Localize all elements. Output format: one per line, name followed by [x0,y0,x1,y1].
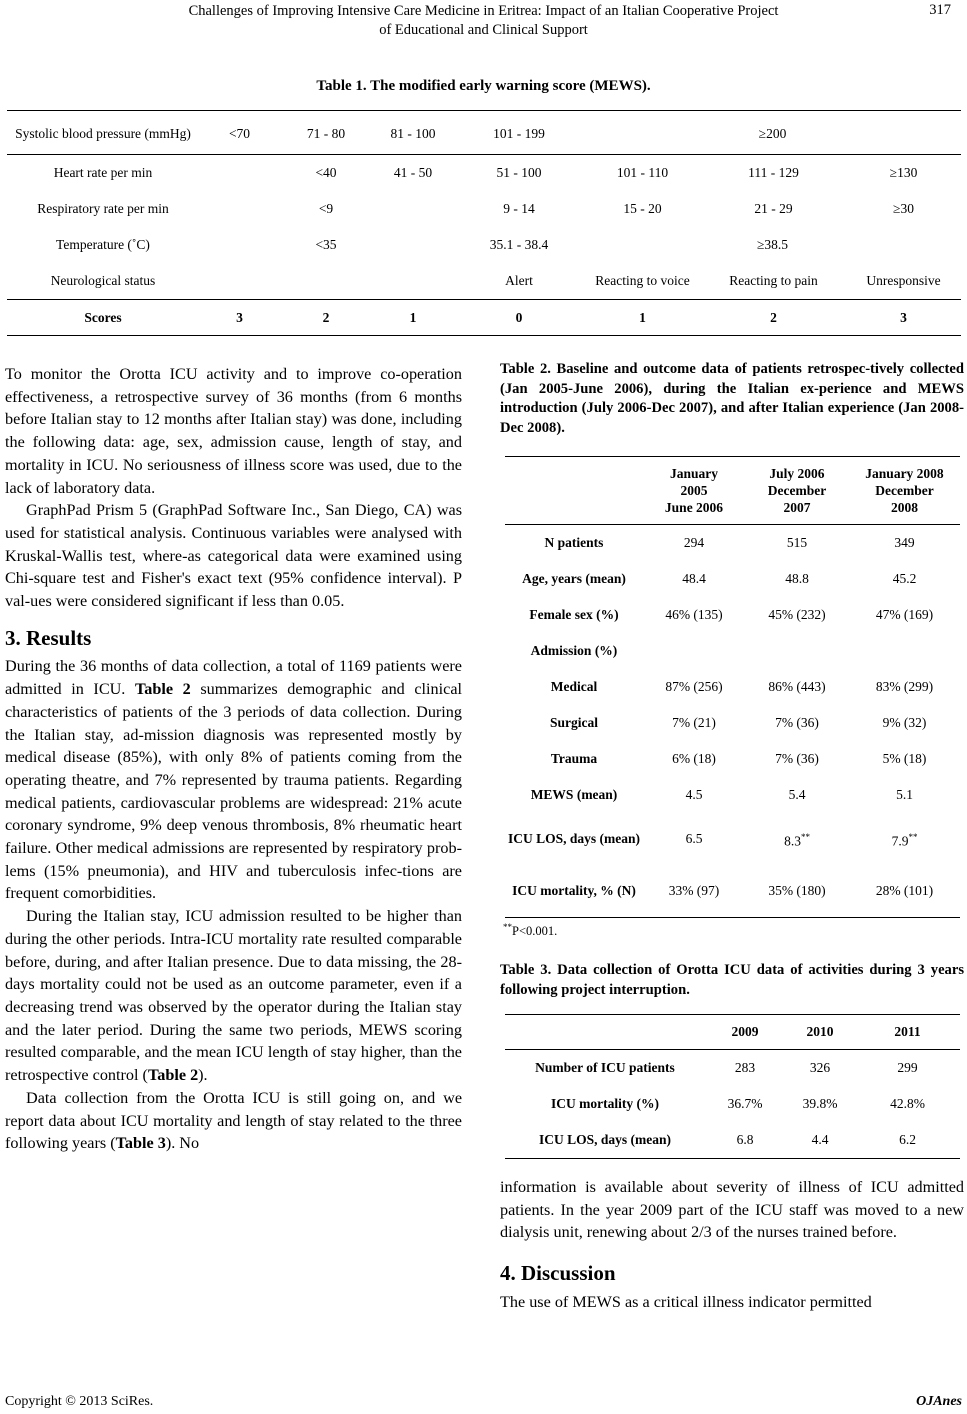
page-number: 317 [929,2,951,18]
paragraph: The use of MEWS as a critical illness indicator permitted [500,1292,872,1311]
table-cell [199,191,280,227]
table-cell [372,263,454,300]
table-cell: 47% (169) [875,607,934,622]
table-cell: <35 [315,237,337,252]
table-cell: 1 [409,309,417,325]
row-label: ICU mortality, % (N) [512,883,636,898]
table-cell [280,263,372,300]
table-cell: ≥38.5 [756,237,789,252]
table-cell: 9 - 14 [503,201,535,216]
left-column [5,363,462,1155]
table-cell: 5.1 [896,787,913,802]
table-cell: Unresponsive [866,273,941,288]
table3 [505,1015,960,1159]
table-cell: 5% (18) [882,751,927,766]
table-cell: 7% (36) [775,751,819,766]
running-title-line2: of Educational and Clinical Support [379,22,588,38]
table-cell [745,633,849,669]
header-cell: 2010 [806,1024,834,1039]
table-cell: 111 - 129 [748,165,799,180]
table-row [505,813,960,865]
row-label: Scores [84,309,122,325]
table-cell [372,227,454,263]
section-heading-results: 3. Results [5,625,92,650]
table-row [7,112,961,155]
table-cell: 42.8% [890,1096,925,1111]
table-cell: ≥200 [758,125,787,141]
table-row [505,633,960,669]
row-label: ICU LOS, days (mean) [538,1132,671,1147]
paragraph [5,1087,462,1155]
table-cell: 4.5 [685,787,703,802]
table-row [505,597,960,633]
table-cell: 515 [786,535,808,550]
row-label: Systolic blood pressure (mmHg) [15,125,191,141]
table-cell: 35% (180) [768,883,826,898]
table-cell: 299 [897,1060,918,1075]
table-cell: 326 [809,1060,831,1075]
table-cell: ≥30 [893,201,914,216]
table1-top-rule [7,110,961,111]
table-row [505,525,960,562]
paragraph [5,655,462,905]
table-cell: 15 - 20 [623,201,662,216]
table-cell: 48.8 [785,571,809,586]
table-cell: 48.4 [682,571,706,586]
row-label: Medical [550,679,598,694]
table-header-row [505,1015,960,1050]
header-cell [505,1015,705,1050]
table-row [505,865,960,918]
table-row [7,300,961,336]
table-cell: 7% (21) [672,715,716,730]
row-label: MEWS (mean) [530,787,618,802]
table-cell: ≥130 [889,165,918,180]
table-cell: 6.5 [685,831,703,846]
table-cell: 283 [734,1060,756,1075]
section-heading-discussion: 4. Discussion [500,1261,616,1286]
table-cell [199,263,280,300]
table2-caption: Table 2. Baseline and outcome data of patients retrospec-tively collected (Jan 2005-June 2006), during the Italian ex-perience and MEWS introduction (July 2006-Dec 2007), and after Italian experience (Jan 2008-Dec 2008). [500,361,964,436]
table-cell: 45% (232) [768,607,826,622]
text-run: During the 36 months of data collection, a total of 1169 patients were admitted in ICU. [5,657,462,699]
table-cell: 35.1 - 38.4 [489,237,549,252]
table3-caption: Table 3. Data collection of Orotta ICU data of activities during 3 years following project interruption. [500,962,964,998]
table-cell: <9 [318,201,334,216]
table-cell: 8.3** [784,831,810,849]
table-cell [199,227,280,263]
header-cell: January 2008 December 2008 [865,466,944,515]
header-cell: January 2005 June 2006 [664,466,724,515]
table-cell [372,191,454,227]
text-run: ). No [165,1134,200,1153]
row-label: N patients [544,535,604,550]
table-cell: Alert [505,273,533,288]
table-header-row [505,457,960,525]
table-cell: 39.8% [802,1096,838,1111]
table-row [7,155,961,192]
table-cell: 7.9** [891,831,918,849]
row-label: ICU LOS, days (mean) [507,831,640,846]
paragraph: GraphPad Prism 5 (GraphPad Software Inc., San Diego, CA) was used for statistical analysis. Continuous variables were analysed with Kruskal-Wallis test, where-as categorical data were examined using Chi-square test and Fisher's exact text (95% confidence interval). P val-ues were considered significant if less than 0.05. [5,501,462,611]
text-run: During the Italian stay, ICU admission resulted to be higher than during the other periods. Intra-ICU mortality rate resulted comparable before, during, and after Italian presence. Due to data missing, the 28-days mortality could not be used as an outcome parameter, even if a decreasing trend was observed by the operator during the Italian stay and the later period. During the same two periods, MEWS scoring resulted comparable, and the mean ICU length of stay higher, than the retrospective control ( [5,907,462,1085]
table-row [505,1122,960,1159]
table-cell: <70 [228,125,251,141]
row-label: Trauma [550,751,598,766]
table-reference: Table 2 [134,680,191,699]
table-cell [643,633,745,669]
text-run: ). [198,1066,208,1085]
table-cell: 3 [236,309,243,325]
row-label: Female sex (%) [529,607,619,622]
table-cell: 6.2 [899,1132,916,1147]
table1-caption: Table 1. The modified early warning score (MEWS). [316,78,651,94]
text-run: Data collection from the Orotta ICU is still going on, and we report data about ICU mortality and length of stay related to the three following years ( [5,1088,462,1153]
table-cell: 46% (135) [665,607,723,622]
table-cell: 51 - 100 [496,165,542,180]
table-cell: 28% (101) [875,883,934,898]
running-title-line1: Challenges of Improving Intensive Care Medicine in Eritrea: Impact of an Italian Cooperative Project [188,3,779,19]
table-cell: 4.4 [811,1132,829,1147]
table-cell: 101 - 199 [493,125,545,141]
header-cell: July 2006 December 2007 [767,466,827,515]
table-reference: Table 3 [115,1134,166,1153]
row-label: Temperature (˚C) [56,237,150,252]
copyright: Copyright © 2013 SciRes. [5,1394,154,1409]
table-cell: 6.8 [736,1132,754,1147]
table-cell: 81 - 100 [390,125,436,141]
table2 [505,457,960,918]
table-row [7,191,961,227]
table-cell [849,633,960,669]
table-cell: 71 - 80 [306,125,346,141]
paragraph [5,905,462,1087]
row-label: ICU mortality (%) [551,1096,659,1111]
table-cell: Reacting to pain [729,273,818,288]
table-cell: 6% (18) [672,751,716,766]
table-cell: <40 [315,165,337,180]
table-row [505,741,960,777]
table-cell: 2 [770,309,777,325]
table-cell: 41 - 50 [393,165,433,180]
paragraph: To monitor the Orotta ICU activity and to improve co-operation effectiveness, a retrospective survey of 36 months (from 6 months before Italian stay to 12 months after Italian stay) was done, including the following data: age, sex, admission cause, length of stay, and mortality in ICU. No seriousness of illness score was used, due to the lack of laboratory data. [5,365,462,497]
row-label: Admission (%) [530,643,618,658]
table-row [505,669,960,705]
table-row [505,1086,960,1122]
table-row [505,705,960,741]
table1 [7,112,961,336]
row-label: Surgical [549,715,598,730]
table-cell: 294 [683,535,705,550]
table-cell: 5.4 [788,787,806,802]
paragraph: information is available about severity of illness of ICU admitted patients. In the year 2009 part of the ICU staff was moved to a new dialysis unit, renewing about 2/3 of the nurses trained before. [500,1178,964,1242]
row-label: Heart rate per min [53,165,153,180]
table-row [505,777,960,813]
table-cell: 36.7% [727,1096,763,1111]
table-row [7,227,961,263]
running-header [100,2,867,40]
header-cell: 2009 [731,1024,759,1039]
table-row [505,561,960,597]
table-cell: Reacting to voice [595,273,690,288]
table-cell: 87% (256) [665,679,723,694]
table-cell: 0 [515,309,523,325]
table-cell: 21 - 29 [754,201,793,216]
table-cell: 2 [322,309,330,325]
table-cell [199,155,280,192]
journal-name: OJAnes [916,1394,962,1409]
table-cell: 45.2 [892,571,917,586]
row-label: Respiratory rate per min [37,201,169,216]
text-run: summarizes demographic and clinical characteristics of patients of the 3 periods of data collection. During the Italian stay, ad-mission diagnosis was represented mostly by medical disease (85%), with only 8% of patients coming from the operating theatre, and 7% represented by trauma patients. Regarding medical patients, cardiovascular problems are widespread: 21% acute coronary syndrome, 9% deep venous thrombosis, 8% rheumatic heart failure. Other medical admissions are represented by respiratory prob-lems (15% pneumonia), and HIV and tuberculosis infec-tions are frequent comorbidities. [5,680,463,903]
table-row [505,1050,960,1087]
row-label: Age, years (mean) [522,571,626,586]
row-label: Number of ICU patients [535,1060,675,1075]
table-cell: 33% (97) [668,883,720,898]
table-row [7,263,961,300]
table-cell: 1 [639,309,646,325]
table-cell: 349 [894,535,915,550]
header-cell [505,457,643,525]
right-column [500,1176,964,1314]
table-cell: 101 - 110 [616,165,669,180]
header-cell: 2011 [894,1024,921,1039]
table2-footnote: **P<0.001. [503,922,558,939]
table-cell: 9% (32) [882,715,927,730]
table-reference: Table 2 [147,1066,199,1085]
table-cell: 7% (36) [775,715,819,730]
table-cell: 83% (299) [875,679,934,694]
table-cell: 3 [900,309,907,325]
table-cell: 86% (443) [768,679,826,694]
row-label: Neurological status [50,273,156,288]
